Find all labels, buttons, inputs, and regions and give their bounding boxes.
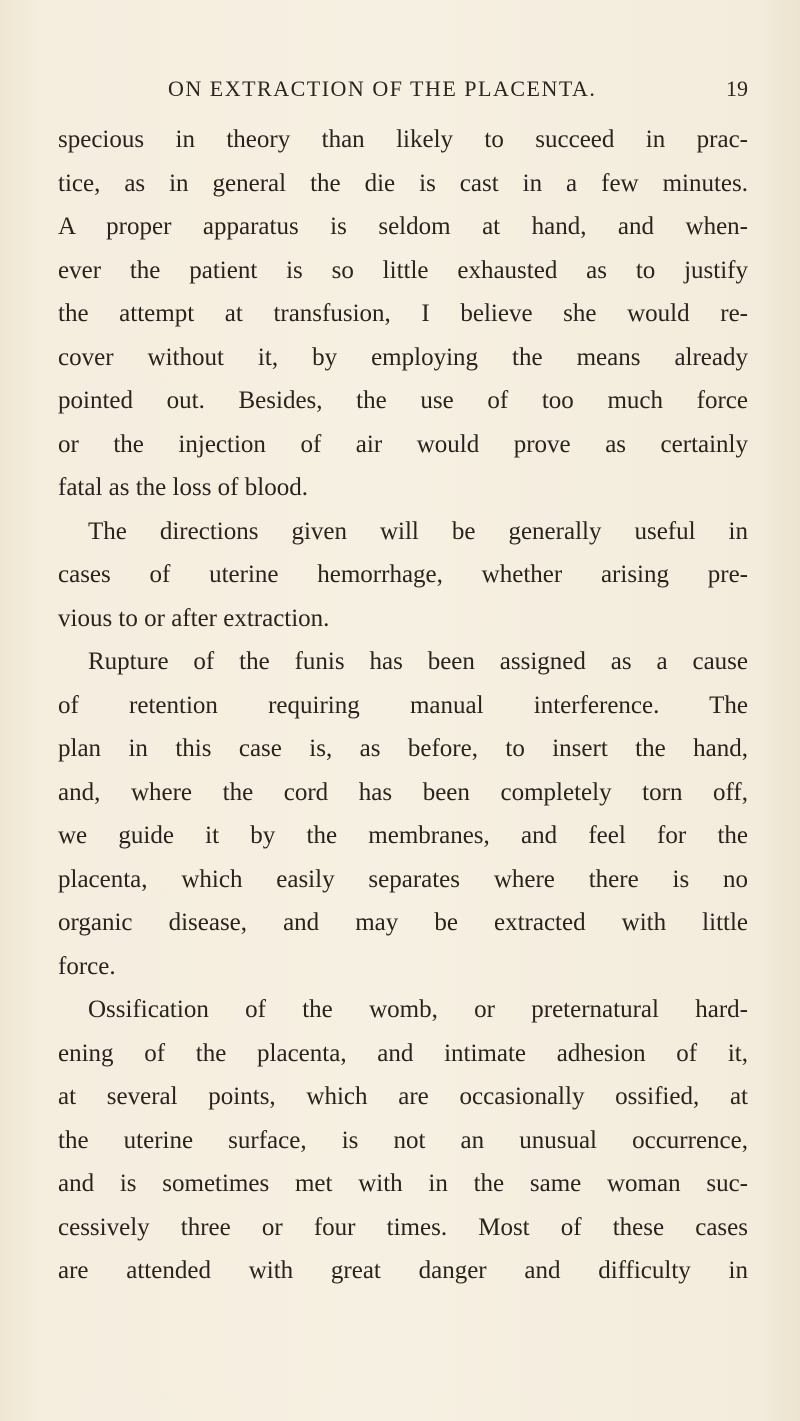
text-line: force. (58, 952, 116, 980)
text-line: pointed out. Besides, the use of too much force (58, 387, 748, 414)
text-line: the uterine surface, is not an unusual occurrence, (58, 1126, 748, 1154)
text-line: Rupture of the funis has been assigned as a cause (88, 648, 748, 675)
text-line: cessively three or four times. Most of these cases (58, 1213, 748, 1241)
text-line: we guide it by the membranes, and feel for the (58, 822, 748, 849)
text-line: Ossification of the womb, or preternatural hard- (88, 996, 748, 1023)
text-line: of retention requiring manual interference. The (58, 691, 748, 719)
text-line: vious to or after extraction. (58, 604, 330, 632)
page-number: 19 (726, 76, 748, 101)
running-title: ON EXTRACTION OF THE PLACENTA. (168, 76, 597, 101)
text-line: specious in theory than likely to succeed in prac- (58, 126, 748, 153)
text-line: organic disease, and may be extracted with little (58, 909, 748, 936)
text-line: plan in this case is, as before, to insert the hand, (58, 735, 748, 762)
text-line: or the injection of air would prove as certainly (58, 430, 748, 458)
text-line: and, where the cord has been completely torn off, (58, 778, 748, 806)
text-line: and is sometimes met with in the same woman suc- (58, 1170, 748, 1197)
text-line: at several points, which are occasionally ossified, at (58, 1083, 748, 1110)
text-line: are attended with great danger and difficulty in (58, 1257, 748, 1284)
text-line: A proper apparatus is seldom at hand, and when- (58, 213, 748, 240)
text-line: The directions given will be generally useful in (88, 517, 748, 545)
running-head (58, 76, 748, 116)
text-line: ening of the placenta, and intimate adhesion of it, (58, 1039, 748, 1067)
text-line: tice, as in general the die is cast in a few minutes. (58, 169, 748, 197)
text-line: cover without it, by employing the means already (58, 343, 748, 371)
text-line: fatal as the loss of blood. (58, 474, 308, 501)
text-line: ever the patient is so little exhausted as to justify (58, 256, 748, 284)
text-line: the attempt at transfusion, I believe she would re- (58, 300, 748, 327)
text-line: placenta, which easily separates where there is no (58, 865, 748, 893)
body-text (58, 118, 748, 1293)
text-line: cases of uterine hemorrhage, whether arising pre- (58, 561, 748, 588)
